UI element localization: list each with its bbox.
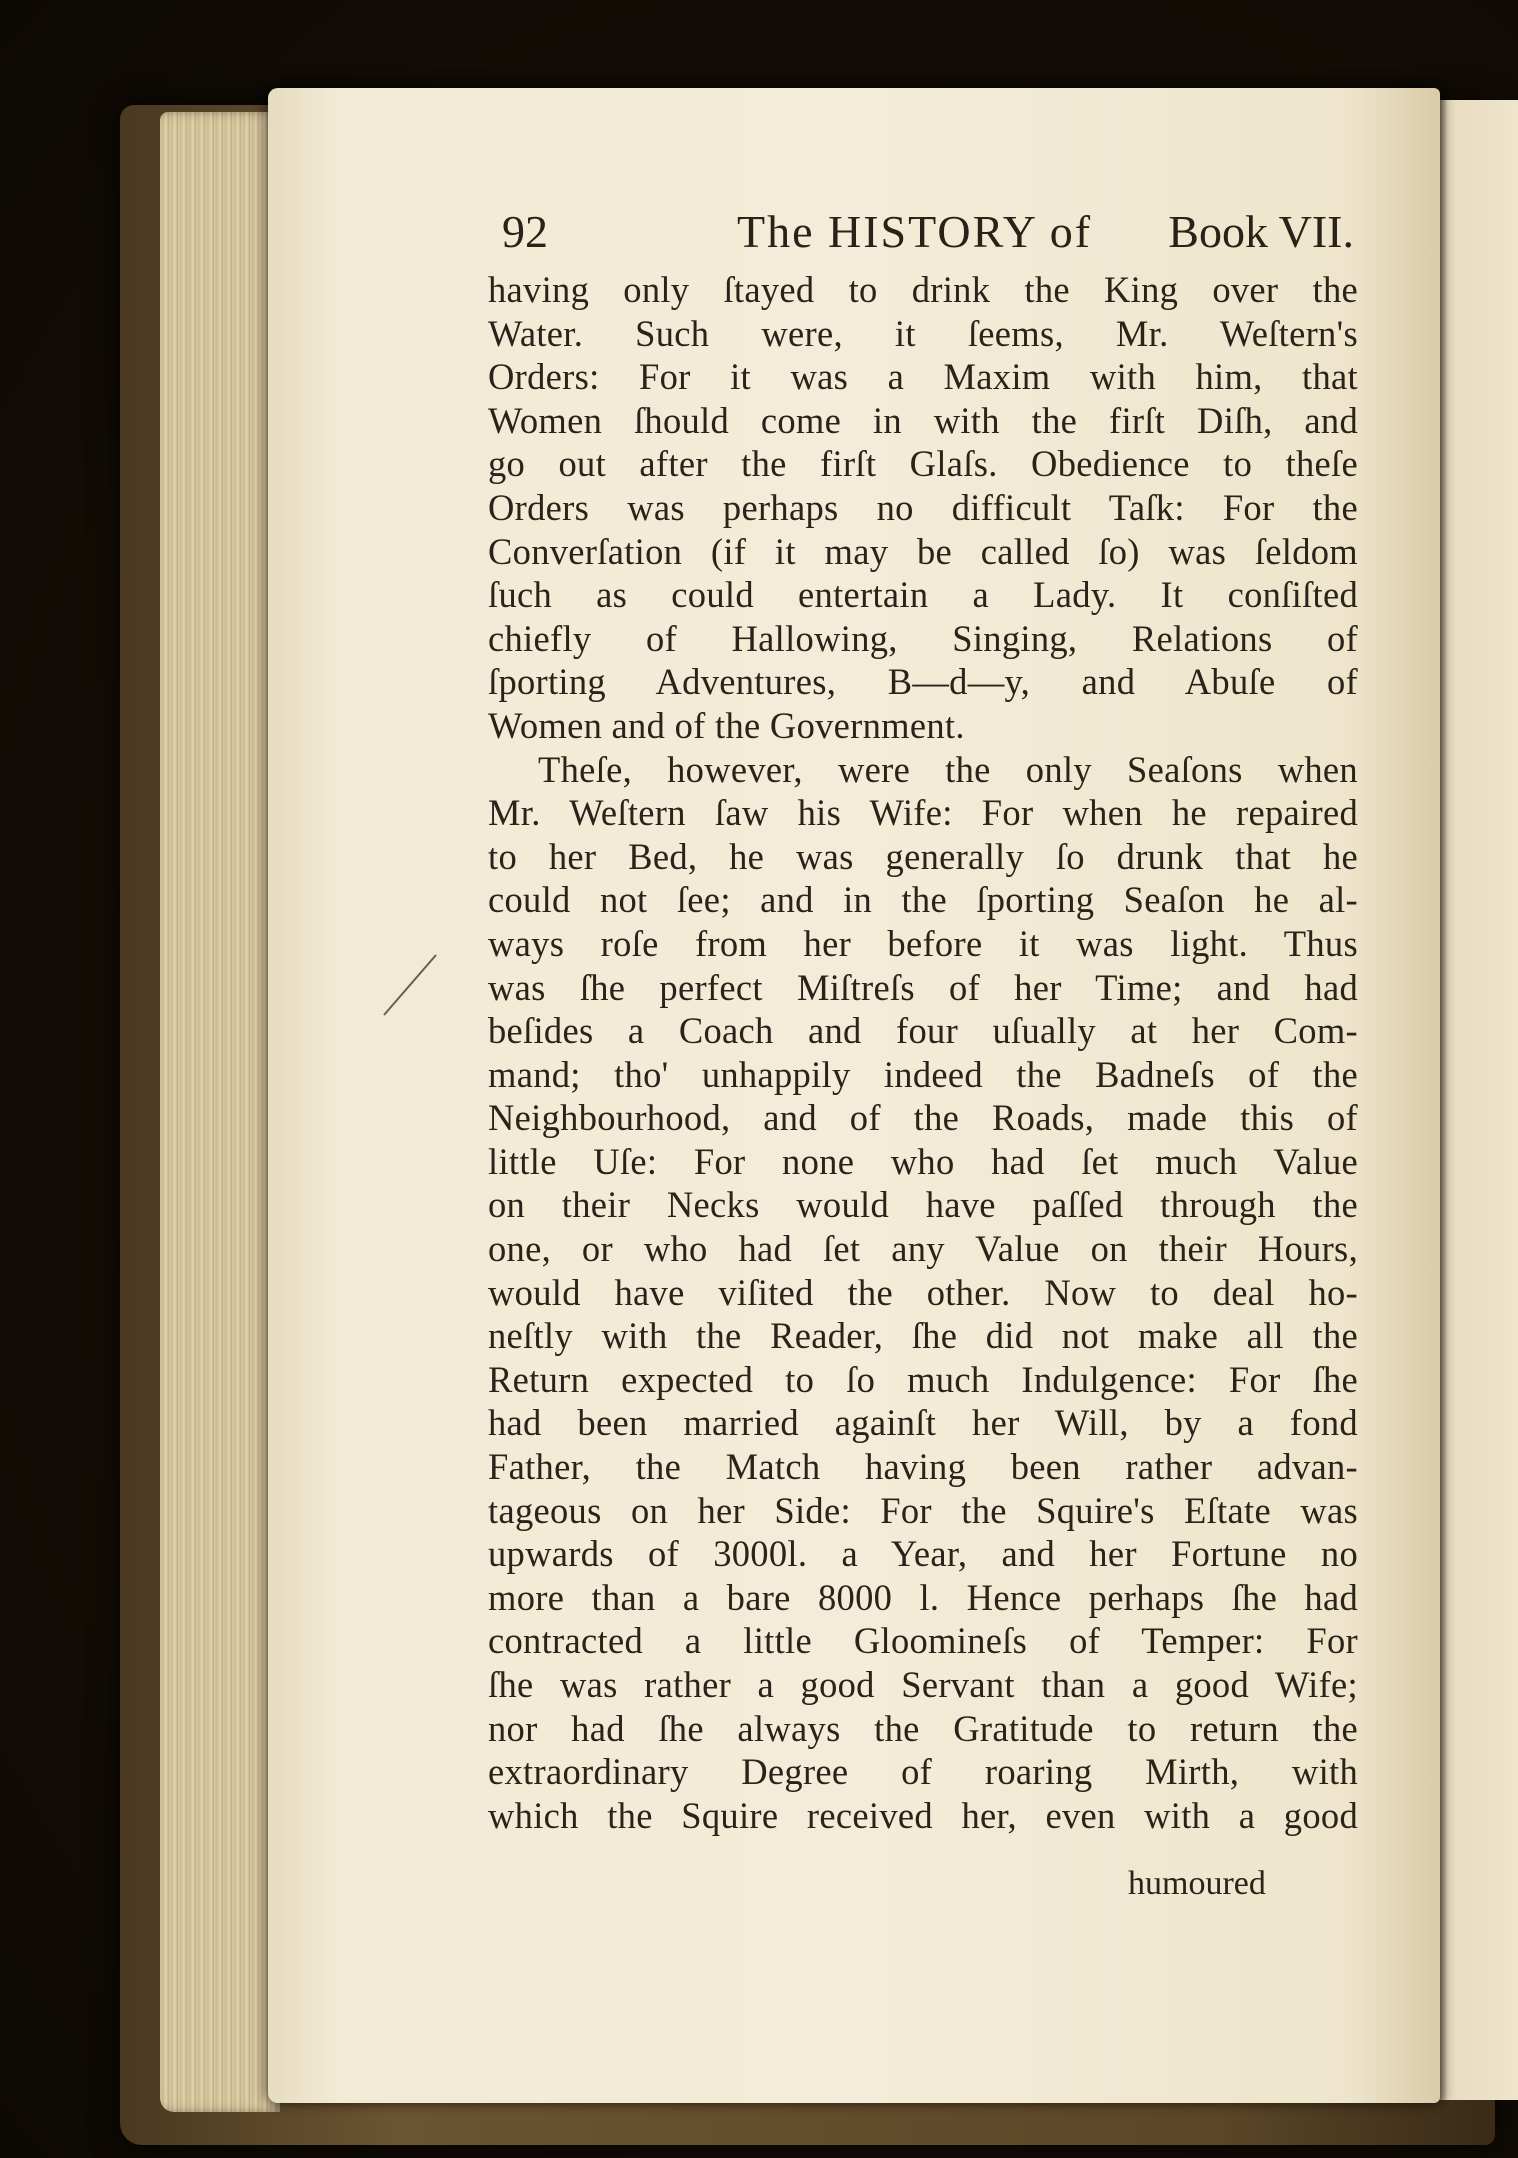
text-line: neſtly with the Reader, ſhe did not make all the xyxy=(488,1315,1358,1357)
text-line: ſuch as could entertain a Lady. It conſiſted xyxy=(488,574,1358,616)
pencil-margin-mark xyxy=(376,950,446,1020)
text-line: to her Bed, he was generally ſo drunk that he xyxy=(488,835,1358,877)
paragraph-start-line: Theſe, however, were the only Seaſons when xyxy=(538,748,1358,790)
text-line: Neighbourhood, and of the Roads, made this of xyxy=(488,1097,1358,1139)
running-title: The HISTORY of xyxy=(737,206,1093,257)
text-line: ſhe was rather a good Servant than a good Wife; xyxy=(488,1664,1358,1705)
text-line: had been married againſt her Will, by a fond xyxy=(488,1402,1358,1444)
text-line: little Uſe: For none who had ſet much Value xyxy=(488,1140,1358,1182)
text-line: Orders: For it was a Maxim with him, that xyxy=(488,356,1358,398)
text-line: Mr. Weſtern ſaw his Wife: For when he repaired xyxy=(488,792,1358,834)
text-line: Converſation (if it may be called ſo) was ſeldom xyxy=(488,530,1358,572)
facing-page-edge xyxy=(1432,100,1518,2100)
text-line: upwards of 3000l. a Year, and her Fortune no xyxy=(488,1533,1358,1575)
page-number: 92 xyxy=(502,206,548,257)
text-line: could not ſee; and in the ſporting Seaſon he al- xyxy=(488,879,1358,921)
text-line: tageous on her Side: For the Squire's Eſtate was xyxy=(488,1489,1358,1531)
text-line: having only ſtayed to drink the King over the xyxy=(488,269,1358,310)
text-line: chiefly of Hallowing, Singing, Relations of xyxy=(488,617,1358,659)
text-line: which the Squire received her, even with a good xyxy=(488,1794,1358,1836)
text-line: Women ſhould come in with the firſt Diſh, and xyxy=(488,399,1358,441)
page-header xyxy=(502,205,1362,275)
text-line: one, or who had ſet any Value on their Hours, xyxy=(488,1228,1358,1270)
text-line: Water. Such were, it ſeems, Mr. Weſtern's xyxy=(488,312,1358,354)
text-line: Return expected to ſo much Indulgence: For ſhe xyxy=(488,1358,1358,1400)
body-text xyxy=(488,268,1358,1837)
text-line: ſporting Adventures, B—d—y, and Abuſe of xyxy=(488,661,1358,703)
text-line: contracted a little Gloomineſs of Temper: For xyxy=(488,1620,1358,1662)
page-edges xyxy=(160,112,280,2112)
text-line: Women and of the Government. xyxy=(488,704,965,746)
text-line: would have viſited the other. Now to deal ho- xyxy=(488,1271,1358,1313)
catchword: humoured xyxy=(1128,1865,1266,1902)
text-line: Father, the Match having been rather advan- xyxy=(488,1446,1358,1488)
text-line: extraordinary Degree of roaring Mirth, with xyxy=(488,1751,1358,1793)
text-line: nor had ſhe always the Gratitude to return the xyxy=(488,1707,1358,1749)
text-line: was ſhe perfect Miſtreſs of her Time; and had xyxy=(488,966,1358,1008)
text-line: more than a bare 8000 l. Hence perhaps ſhe had xyxy=(488,1576,1358,1618)
text-line: beſides a Coach and four uſually at her Com- xyxy=(488,1010,1358,1052)
text-line: mand; tho' unhappily indeed the Badneſs of the xyxy=(488,1053,1358,1095)
text-line: ways roſe from her before it was light. Thus xyxy=(488,922,1358,964)
text-line: Orders was perhaps no difficult Taſk: For the xyxy=(488,486,1358,528)
book-label: Book VII. xyxy=(1168,206,1354,257)
text-line: on their Necks would have paſſed through the xyxy=(488,1184,1358,1226)
text-line: go out after the firſt Glaſs. Obedience to theſe xyxy=(488,443,1358,485)
